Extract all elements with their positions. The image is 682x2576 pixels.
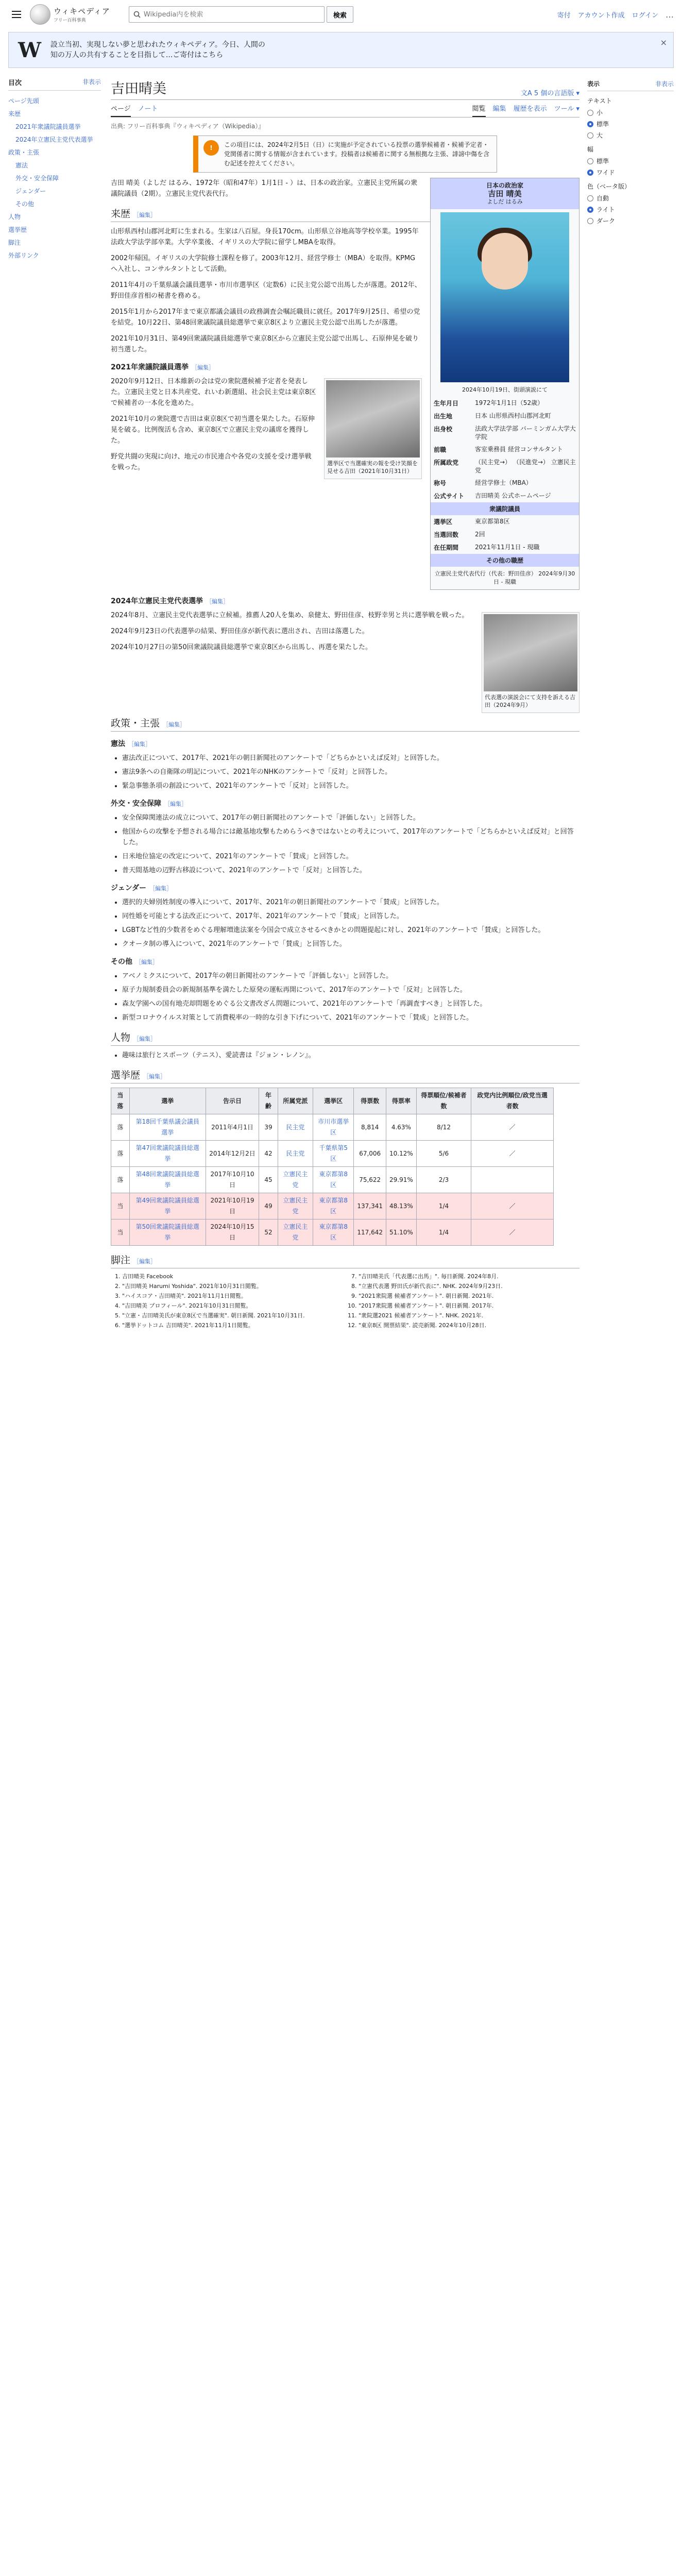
table-cell: 2011年4月1日 [206, 1114, 259, 1141]
section-title: 憲法 [111, 740, 125, 748]
table-cell: 5/6 [416, 1141, 471, 1167]
table-cell[interactable]: 立憲民主党 [278, 1219, 313, 1246]
policy-list [111, 971, 579, 1023]
toc-hide-button[interactable]: 非表示 [82, 78, 101, 86]
tab-history[interactable]: 履歴を表示 [513, 105, 547, 113]
infobox-row [431, 456, 579, 477]
paragraph: 山形県西村山郡河北町に生まれる。生家は八百屋。身長170cm。山形県立谷地高等学校卒業。1995年法政大学法学部卒業。大学卒業後、イギリスの大学院に留学しMBAを取得。 [111, 228, 419, 246]
paragraph: 2002年帰国。イギリスの大学院修士課程を修了。2003年12月、経営学修士（MBA）を取得。KPMGへ入社し、コンサルタントとして活動。 [111, 255, 416, 273]
banner-text: 設立当初、実現しない夢と思われたウィキペディア。今日、人間の知の万人の共有することを目指して...ご寄付はこちら [50, 41, 265, 59]
radio-option[interactable] [587, 108, 674, 117]
table-cell: 51.10% [386, 1219, 417, 1246]
infobox-section-fields [431, 515, 579, 554]
infobox-section2-text: 立憲民主党代表代行（代表：野田佳彦） 2024年9月30日 - 現職 [434, 570, 575, 585]
section-election-history-heading [111, 1070, 579, 1083]
thumbnail-2021[interactable] [324, 378, 422, 479]
table-cell[interactable]: 第18回千葉県議会議員選挙 [129, 1114, 206, 1141]
infobox-row [431, 397, 579, 410]
table-cell[interactable]: 東京都第8区 [313, 1219, 354, 1246]
infobox-ruby: よしだ はるみ [487, 198, 523, 205]
list-item: • LGBTなど性的少数者をめぐる理解増進法案を今国会で成立させるべきかとの問題提起に対し、2021年のアンケートで「賛成」と回答した。 [122, 925, 579, 936]
infobox-value: 東京都第8区 [475, 518, 510, 525]
paragraph: 2015年1月から2017年まで東京都議会議員の政務調査会嘱託職員に就任。2017年9月25日、希望の党を結党。10月22日、第48回衆議院議員総選挙で東京8区より立憲民主党公認で出馬したが落選。 [111, 308, 420, 327]
table-cell[interactable]: 第47回衆議院議員総選挙 [129, 1141, 206, 1167]
section-title: 外交・安全保障 [111, 800, 161, 808]
table-cell [471, 1167, 554, 1193]
toc-item[interactable]: 脚注 [8, 239, 21, 246]
more-menu-icon[interactable]: … [666, 9, 674, 20]
edit-link[interactable]: ［編集］ [133, 1258, 157, 1265]
text-size-label: テキスト [587, 97, 612, 105]
appearance-title: 表示 [587, 80, 600, 88]
policy-subheading [111, 957, 579, 968]
list-item: • 選択的夫婦別姓制度の導入について、2017年、2021年の朝日新聞社のアンケートで「賛成」と回答した。 [122, 897, 579, 908]
search-form [129, 6, 353, 23]
logo-title: ウィキペディア [54, 7, 110, 16]
reference-item[interactable]: 1. 吉田晴美 Facebook [122, 1273, 343, 1281]
reference-item[interactable]: 8. "立憲代表選 野田氏が新代表に". NHK. 2024年9月23日. [359, 1282, 579, 1291]
notice-text: この項目には、2024年2月5日（日）に実施が予定されている投票の選挙候補者・候補予定者・党関係者に関する情報が含まれています。投稿者は候補者に関する無根拠な主張、誹謗中傷を含む記述を控えてください。 [224, 141, 490, 167]
table-header: 選挙区 [313, 1088, 354, 1114]
table-cell: 4.63% [386, 1114, 417, 1141]
reference-item[interactable]: 4. "吉田晴美 プロフィール". 2021年10月31日閲覧。 [122, 1302, 343, 1310]
list-item: • クオータ制の導入について、2021年のアンケートで「賛成」と回答した。 [122, 939, 579, 950]
infobox-label: 称号 [434, 480, 447, 487]
search-field-wrapper [129, 6, 325, 23]
table-cell: 29.91% [386, 1167, 417, 1193]
list-item: • 他国からの攻撃を予想される場合には敵基地攻撃もためらうべきではないとの考えについて、2017年のアンケートで「どちらかといえば反対」と回答した。 [122, 826, 579, 848]
create-account-link[interactable]: アカウント作成 [577, 11, 625, 20]
thumbnail-caption: 代表選の演説会にて支持を訴える吉田（2024年9月） [485, 694, 575, 708]
intro-paragraph: 吉田 晴美（よしだ はるみ、1972年（昭和47年）1月1日 - ）は、日本の政治家。立憲民主党所属の衆議院議員（2期）。立憲民主党代表代行。 [111, 179, 418, 198]
radio-icon [587, 132, 593, 139]
infobox-value: 1972年1月1日（52歳） [475, 399, 544, 406]
list-item: • 日米地位協定の改定について、2021年のアンケートで「賛成」と回答した。 [122, 851, 579, 862]
radio-label: 自動 [596, 195, 609, 202]
toc-item[interactable]: ページ先頭 [8, 97, 39, 105]
toc-item[interactable]: ジェンダー [15, 188, 46, 195]
infobox [430, 178, 579, 590]
list-item: • 同性婚を可能とする法改正について、2017年、2021年のアンケートで「賛成」と回答した。 [122, 911, 579, 922]
site-header [0, 0, 682, 29]
color-label: 色（ベータ版） [587, 183, 631, 190]
toc-item[interactable]: 2021年衆議院議員選挙 [15, 123, 81, 130]
infobox-value: 2021年11月1日 - 現職 [475, 544, 540, 551]
toc-item[interactable]: 外交・安全保障 [15, 175, 59, 182]
infobox-value: 法政大学法学部 バーミンガム大学大学院 [475, 425, 576, 440]
table-cell: 落 [111, 1141, 130, 1167]
section-title: ジェンダー [111, 884, 147, 892]
policy-list [111, 897, 579, 950]
infobox-row [431, 489, 579, 502]
list-item: • 普天間基地の辺野古移設について、2021年のアンケートで「反対」と回答した。 [122, 865, 579, 876]
infobox-name: 吉田 晴美 [488, 189, 522, 198]
reference-item[interactable]: 5. "立憲・吉田晴美氏が東京8区で当選確実". 朝日新聞. 2021年10月31日. [122, 1312, 343, 1320]
logo-subtitle: フリー百科事典 [54, 18, 86, 23]
user-links [557, 10, 674, 20]
radio-label: 標準 [596, 121, 609, 128]
reference-item[interactable]: 6. "選挙ドットコム 吉田晴美". 2021年11月1日閲覧。 [122, 1321, 343, 1330]
reference-item[interactable]: 7. "吉田晴美氏「代表選に出馬」". 毎日新聞. 2024年8月. [359, 1273, 579, 1281]
tab-page[interactable]: ページ [111, 103, 131, 117]
table-header: 政党内比例順位/政党当選者数 [471, 1088, 554, 1114]
section-title: その他 [111, 958, 132, 966]
edit-link[interactable]: ［編集］ [163, 721, 186, 728]
table-header: 得票順位/候補者数 [416, 1088, 471, 1114]
language-button[interactable]: 文A 5 個の言語版 ▾ [520, 90, 579, 97]
search-icon [133, 11, 141, 18]
section-title: 選挙歴 [111, 1070, 141, 1081]
table-cell: 67,006 [354, 1141, 386, 1167]
toc-item[interactable]: 来歴 [8, 110, 21, 117]
references-list [111, 1273, 579, 1331]
section-policy-heading [111, 718, 579, 732]
infobox-row [431, 515, 579, 528]
list-item: • 原子力規制委員会の新規制基準を満たした原発の運転再開について、2017年のアンケートで「反対」と回答した。 [122, 985, 579, 995]
table-cell[interactable]: 東京都第8区 [313, 1167, 354, 1193]
infobox-value: 経営学修士（MBA） [475, 479, 532, 486]
table-cell[interactable]: 東京都第8区 [313, 1193, 354, 1219]
edit-link[interactable]: ［編集］ [191, 364, 214, 371]
section-title: 2021年衆議院議員選挙 [111, 363, 189, 371]
list-item: • 憲法改正について、2017年、2021年の朝日新聞社のアンケートで「どちらかといえば反対」と回答した。 [122, 753, 579, 764]
section-title: 来歴 [111, 208, 131, 219]
infobox-label: 生年月日 [434, 400, 459, 407]
table-cell: 2024年10月15日 [206, 1219, 259, 1246]
close-icon[interactable]: × [660, 38, 667, 47]
portrait-caption: 2024年10月19日、街頭演説にて [462, 386, 548, 393]
paragraph: 2024年10月27日の第50回衆議院議員総選挙で東京8区から出馬し、再選を果たした。 [111, 643, 372, 651]
radio-option[interactable] [587, 157, 674, 165]
width-label: 幅 [587, 146, 594, 153]
appearance-hide-button[interactable]: 非表示 [655, 80, 674, 88]
policy-list [111, 753, 579, 791]
page-title: 吉田晴美 [111, 81, 166, 97]
login-link[interactable]: ログイン [632, 11, 658, 20]
infobox-row [431, 443, 579, 456]
donate-link[interactable]: 寄付 [557, 11, 571, 20]
infobox-type: 日本の政治家 [486, 182, 523, 189]
table-cell[interactable]: 立憲民主党 [278, 1193, 313, 1219]
table-of-contents [8, 77, 101, 262]
infobox-section2-title: その他の職歴 [431, 554, 579, 567]
view-tabs [472, 103, 579, 117]
radio-option[interactable] [587, 168, 674, 177]
infobox-label: 当選回数 [434, 531, 459, 538]
person-list [111, 1050, 579, 1061]
search-input[interactable] [144, 11, 320, 19]
tab-tools[interactable]: ツール ▾ [554, 103, 579, 117]
table-row [111, 1114, 554, 1141]
toc-item[interactable]: 選挙歴 [8, 226, 27, 233]
tab-edit[interactable]: 編集 [492, 105, 506, 113]
list-item: • 新型コロナウイルス対策として消費税率の一時的な引き下げについて、2021年のアンケートで「賛成」と回答した。 [122, 1012, 579, 1023]
radio-label: ダーク [596, 217, 616, 225]
infobox-section-title: 衆議院議員 [431, 502, 579, 515]
edit-link[interactable]: ［編集］ [149, 885, 173, 892]
radio-label: ライト [596, 206, 615, 213]
policy-subheading [111, 799, 579, 809]
toc-title: 目次 [8, 79, 22, 87]
election-notice [193, 135, 497, 173]
election-table [111, 1088, 554, 1246]
table-header: 告示日 [206, 1088, 259, 1114]
radio-icon [587, 218, 593, 224]
table-cell: 落 [111, 1167, 130, 1193]
table-cell: 42 [259, 1141, 278, 1167]
table-row [111, 1141, 554, 1167]
table-header: 選挙 [129, 1088, 206, 1114]
appearance-header [587, 79, 674, 91]
table-cell[interactable]: 第49回衆議院議員総選挙 [129, 1193, 206, 1219]
table-cell: 1/4 [416, 1193, 471, 1219]
table-cell: 52 [259, 1219, 278, 1246]
radio-label: 大 [596, 132, 603, 139]
radio-icon [587, 207, 593, 213]
table-cell: 2014年12月2日 [206, 1141, 259, 1167]
list-item: • 憲法9条への自衛隊の明記について、2021年のNHKのアンケートで「反対」と回答した。 [122, 767, 579, 777]
policy-subheading [111, 739, 579, 750]
list-item: • 森友学園への国有地売却問題をめぐる公文書改ざん問題について、2021年のアンケートで「再調査すべき」と回答した。 [122, 998, 579, 1009]
table-cell: 117,642 [354, 1219, 386, 1246]
globe-icon [30, 4, 50, 25]
infobox-header [431, 178, 579, 209]
radio-icon [587, 158, 593, 164]
radio-option[interactable] [587, 120, 674, 128]
main-content [111, 77, 579, 1331]
table-cell: 当 [111, 1219, 130, 1246]
radio-option[interactable] [587, 131, 674, 140]
namespace-tabs [111, 103, 158, 117]
radio-icon [587, 121, 593, 127]
infobox-value: 日本 山形県西村山郡河北町 [475, 412, 551, 419]
appearance-panel [587, 77, 674, 228]
tools-label: ツール [554, 105, 574, 113]
from-line: 出典: フリー百科事典『ウィキペディア（Wikipedia）』 [111, 123, 265, 130]
paragraph: 2020年9月12日、日本維新の会は党の衆院選候補予定者を発表した。立憲民主党と日本共産党、れいわ新選組、社会民主党は東京8区で候補者の一本化を進めた。 [111, 378, 316, 407]
table-cell[interactable]: 民主党 [278, 1141, 313, 1167]
section-title: 脚注 [111, 1255, 131, 1266]
table-cell: 75,622 [354, 1167, 386, 1193]
table-cell[interactable]: 立憲民主党 [278, 1167, 313, 1193]
edit-link[interactable]: ［編集］ [128, 741, 151, 748]
table-cell: 39 [259, 1114, 278, 1141]
infobox-label: 在任期間 [434, 544, 459, 551]
paragraph: 2024年8月、立憲民主党代表選挙に立候補。推薦人20人を集め、泉健太、野田佳彦、枝野幸男と共に選挙戦を戦った。 [111, 612, 469, 619]
radio-icon [587, 170, 593, 176]
edit-link[interactable]: ［編集］ [206, 598, 229, 605]
main-menu-button[interactable] [8, 6, 25, 23]
infobox-value: 2回 [475, 531, 485, 538]
warning-icon: ! [203, 140, 219, 156]
paragraph: 2021年10月の衆院選で吉田は東京8区で初当選を果たした。石原伸晃を破る。比例復活も含め、東京8区で立憲民主党の議席を獲得した。 [111, 415, 315, 445]
infobox-label: 出生地 [434, 413, 453, 420]
paragraph: 2021年10月31日、第49回衆議院議員総選挙で東京8区から立憲民主党公認で出馬し、石原伸晃を破り初当選した。 [111, 335, 419, 353]
tab-talk[interactable]: ノート [138, 105, 158, 113]
table-cell: 45 [259, 1167, 278, 1193]
table-cell[interactable]: 千葉県第5区 [313, 1141, 354, 1167]
infobox-value: （民主党→） （民進党→） 立憲民主党 [475, 459, 576, 474]
search-button[interactable]: 検索 [327, 6, 353, 23]
toc-item[interactable]: 人物 [8, 213, 21, 221]
table-row [111, 1219, 554, 1246]
table-cell[interactable]: 民主党 [278, 1114, 313, 1141]
edit-link[interactable]: ［編集］ [164, 801, 187, 807]
donation-banner [8, 32, 674, 68]
page-tabs [111, 100, 579, 117]
reference-item[interactable]: 3. "ハイスコア・吉田晴美". 2021年11月1日閲覧。 [122, 1292, 343, 1300]
section-title: 政策・主張 [111, 718, 160, 729]
table-cell: 落 [111, 1114, 130, 1141]
radio-label: 小 [596, 109, 603, 116]
section-refs-heading [111, 1255, 579, 1268]
table-cell: 8,814 [354, 1114, 386, 1141]
table-cell: ／ [471, 1219, 554, 1246]
table-cell: 2017年10月10日 [206, 1167, 259, 1193]
language-count: 5 個の言語版 [534, 90, 574, 97]
section-title: 人物 [111, 1032, 131, 1043]
table-cell: ／ [471, 1114, 554, 1141]
paragraph: 2024年9月23日の代表選挙の結果、野田佳彦が新代表に選出され、吉田は落選した。 [111, 628, 369, 635]
table-header: 得票率 [386, 1088, 417, 1114]
infobox-row [431, 528, 579, 541]
table-cell: 当 [111, 1193, 130, 1219]
table-row [111, 1167, 554, 1193]
title-row [111, 77, 579, 100]
infobox-value: 吉田晴美 公式ホームページ [475, 492, 551, 499]
radio-label: 標準 [596, 158, 609, 165]
wikipedia-logo[interactable] [30, 4, 110, 25]
toc-item[interactable]: その他 [15, 200, 35, 208]
table-row [111, 1193, 554, 1219]
table-cell[interactable]: 第48回衆議院議員総選挙 [129, 1167, 206, 1193]
table-cell[interactable]: 市川市選挙区 [313, 1114, 354, 1141]
reference-item[interactable]: 2. "吉田晴美 Harumi Yoshida". 2021年10月31日閲覧。 [122, 1282, 343, 1291]
thumbnail-caption: 選挙区で当選確実の報を受け笑顔を見せる吉田（2021年10月31日） [327, 460, 418, 474]
radio-label: ワイド [596, 169, 615, 176]
infobox-row [431, 410, 579, 422]
reference-item[interactable]: 9. "2021衆院選 候補者アンケート". 朝日新聞. 2021年. [359, 1292, 579, 1300]
thumbnail-2024[interactable] [482, 612, 579, 713]
table-cell: 49 [259, 1193, 278, 1219]
table-cell: ／ [471, 1193, 554, 1219]
table-cell: 10.12% [386, 1141, 417, 1167]
table-cell[interactable]: 第50回衆議院議員総選挙 [129, 1219, 206, 1246]
wikipedia-w-icon: W [18, 38, 41, 62]
infobox-row [431, 541, 579, 554]
portrait-photo[interactable] [440, 212, 569, 382]
toc-item[interactable]: 2024年立憲民主党代表選挙 [15, 136, 93, 143]
section-person-heading [111, 1032, 579, 1046]
reference-item[interactable]: 12. "東京8区 開票結果". 読売新聞. 2024年10月28日. [359, 1321, 579, 1330]
radio-option[interactable] [587, 194, 674, 202]
table-header: 得票数 [354, 1088, 386, 1114]
table-header: 年齢 [259, 1088, 278, 1114]
table-cell: 8/12 [416, 1114, 471, 1141]
radio-icon [587, 110, 593, 116]
toc-item[interactable]: 政策・主張 [8, 149, 40, 156]
table-cell: 2021年10月19日 [206, 1193, 259, 1219]
infobox-label: 前職 [434, 446, 447, 453]
table-cell: 48.13% [386, 1193, 417, 1219]
section-2024-heading [111, 596, 579, 607]
radio-option[interactable] [587, 216, 674, 225]
infobox-label: 所属政党 [434, 459, 459, 466]
infobox-row [431, 422, 579, 443]
table-header: 当落 [111, 1088, 130, 1114]
reference-item[interactable]: 11. "衆院選2021 候補者アンケート". NHK. 2021年. [359, 1312, 579, 1320]
table-cell: 2/3 [416, 1167, 471, 1193]
reference-item[interactable]: 10. "2017衆院選 候補者アンケート". 朝日新聞. 2017年. [359, 1302, 579, 1310]
paragraph: 野党共闘の実現に向け、地元の市民連合や各党の支援を受け選挙戦を戦った。 [111, 453, 312, 471]
paragraph: 2011年4月の千葉県議会議員選挙・市川市選挙区（定数6）に民主党公認で出馬したが落選。2012年、野田佳彦首相の秘書を務める。 [111, 281, 421, 300]
infobox-label: 公式サイト [434, 493, 465, 500]
edit-link[interactable]: ［編集］ [135, 959, 158, 965]
tab-read[interactable]: 閲覧 [472, 103, 486, 117]
campaign-photo [326, 380, 420, 457]
edit-link[interactable]: ［編集］ [133, 212, 157, 218]
infobox-label: 選挙区 [434, 518, 453, 526]
toc-item[interactable]: 外部リンク [8, 252, 39, 259]
policy-subheading [111, 883, 579, 894]
policy-list [111, 812, 579, 876]
edit-link[interactable]: ［編集］ [133, 1036, 157, 1042]
infobox-label: 出身校 [434, 426, 453, 433]
infobox-fields [431, 397, 579, 502]
table-header: 所属党派 [278, 1088, 313, 1114]
list-item: • 趣味は旅行とスポーツ（テニス）、愛読書は『ジョン・レノン』。 [122, 1050, 579, 1061]
edit-link[interactable]: ［編集］ [143, 1073, 166, 1080]
section-title: 2024年立憲民主党代表選挙 [111, 597, 203, 605]
list-item: • 緊急事態条項の創設について、2021年のアンケートで「反対」と回答した。 [122, 781, 579, 791]
speech-photo [484, 614, 577, 691]
list-item: • 安全保障関連法の成立について、2017年の朝日新聞社のアンケートで「評価しない」と回答した。 [122, 812, 579, 823]
infobox-value: 客室乗務員 経営コンサルタント [475, 446, 563, 453]
infobox-row [431, 477, 579, 489]
table-cell: ／ [471, 1141, 554, 1167]
list-item: • アベノミクスについて、2017年の朝日新聞社のアンケートで「評価しない」と回答した。 [122, 971, 579, 981]
toc-item[interactable]: 憲法 [15, 162, 28, 169]
table-cell: 1/4 [416, 1219, 471, 1246]
toc-header [8, 77, 101, 91]
radio-icon [587, 195, 593, 201]
radio-option[interactable] [587, 205, 674, 214]
table-cell: 137,341 [354, 1193, 386, 1219]
